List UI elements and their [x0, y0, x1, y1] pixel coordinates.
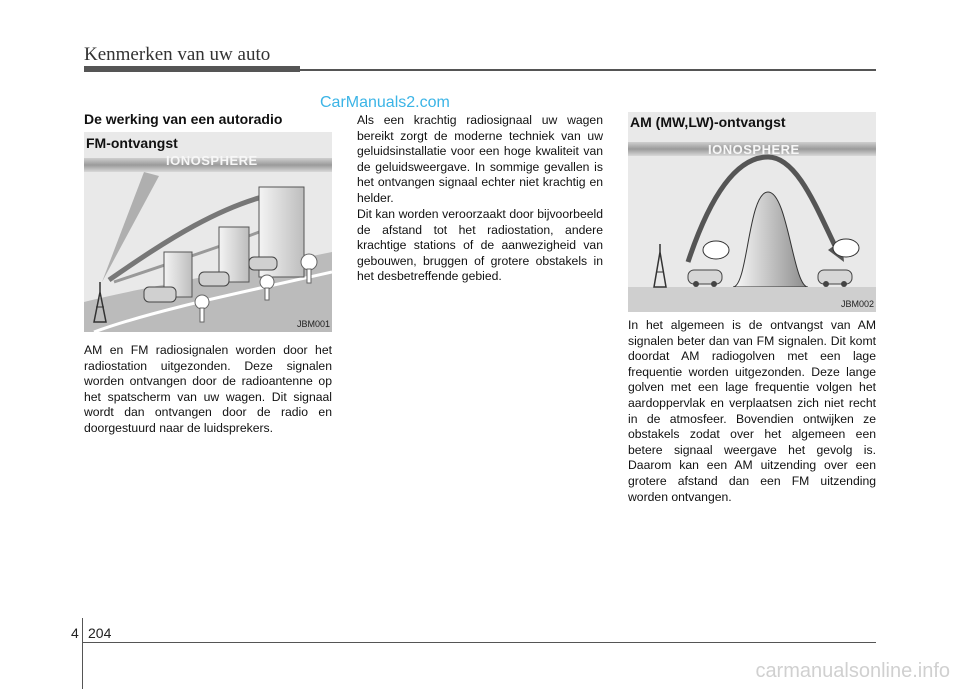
header-title: Kenmerken van uw auto	[84, 44, 271, 65]
figure-code: JBM001	[296, 319, 330, 329]
footer-horizontal-rule	[82, 642, 876, 643]
ionosphere-label: IONOSPHERE	[708, 142, 800, 157]
header-bar	[84, 66, 300, 72]
body-paragraph: AM en FM radiosignalen worden door het radiostation uitgezonden. Deze signalen worden ontvangen door de radioantenne op het spatscherm van uw wagen. Dit signaal wordt dan ontvangen door de radio en doorgestuurd naar de luidsprekers.	[84, 343, 332, 435]
page-number: 204	[88, 625, 112, 641]
body-paragraph: Als een krachtig radiosignaal uw wagen bereikt zorgt de moderne techniek van uw geluidsinstallatie voor een hoge kwaliteit van de geluidsweergave. In sommige gevallen is het ontvangen signaal echter niet krachtig en helder.	[357, 113, 603, 205]
ionosphere-label: IONOSPHERE	[166, 153, 258, 168]
watermark-top: CarManuals2.com	[320, 94, 450, 111]
footer-vertical-rule	[82, 618, 83, 689]
watermark-bottom: carmanualsonline.info	[755, 660, 950, 682]
section-heading: De werking van een autoradio	[84, 111, 283, 127]
body-paragraph: Dit kan worden veroorzaakt door bijvoorbeeld de afstand tot het radiostation, andere krachtige stations of de aanwezigheid van gebouwen, bruggen of grotere obstakels in het desbetreffende gebied.	[357, 207, 603, 284]
fm-reception-figure	[84, 132, 332, 332]
figure-title: FM-ontvangst	[86, 135, 178, 151]
header-rule	[300, 69, 876, 71]
am-reception-figure	[628, 112, 876, 312]
figure-code: JBM002	[840, 299, 874, 309]
chapter-number: 4	[71, 625, 79, 641]
body-paragraph: In het algemeen is de ontvangst van AM signalen beter dan van FM signalen. Dit komt doordat AM radiogolven met een lage frequentie worden uitgezonden. Deze lange golven met een lage frequentie volgen het aardoppervlak en verplaatsen zich niet recht in de atmosfeer. Bovendien ontwijken ze obstakels zodat over het algemeen een betere signaal weergave het gevolg is. Daarom kan een AM uitzending over een grotere afstand dan een FM uitzending worden ontvangen.	[628, 318, 876, 504]
figure-title: AM (MW,LW)-ontvangst	[630, 114, 786, 130]
